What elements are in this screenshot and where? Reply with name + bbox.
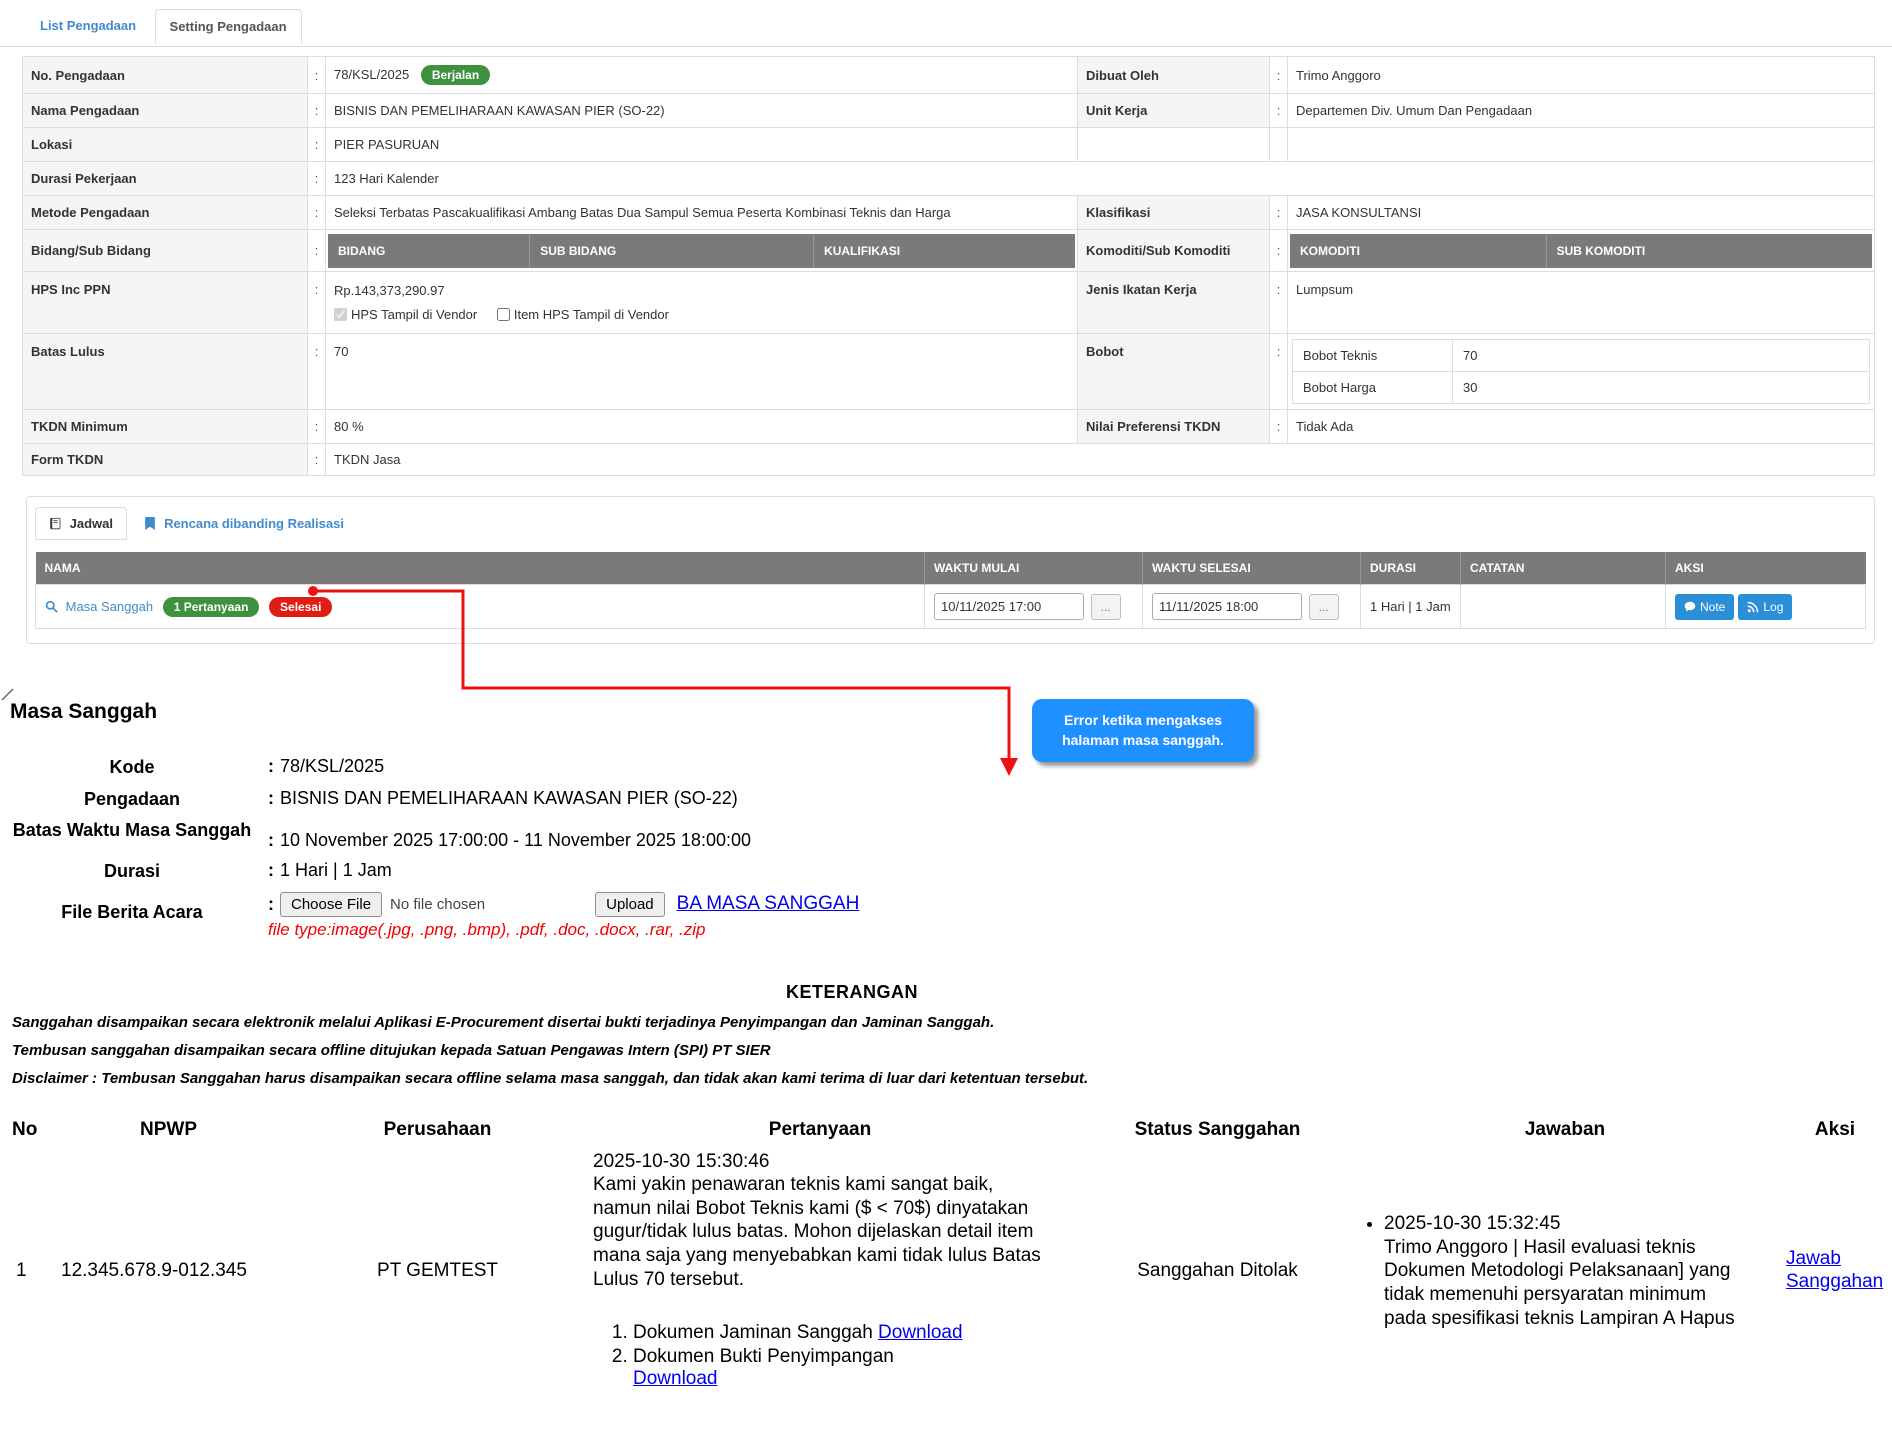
label-batas-lulus: Batas Lulus [23, 334, 308, 410]
bobot-harga-label: Bobot Harga [1293, 372, 1453, 404]
row-pertanyaan [555, 1147, 1085, 1396]
value-lokasi: PIER PASURUAN [326, 128, 1078, 162]
pengadaan-row [8, 788, 1892, 811]
waktu-mulai-picker-button[interactable]: ... [1091, 594, 1121, 620]
pengadaan-text: BISNIS DAN PEMELIHARAAN KAWASAN PIER (SO-22) [280, 787, 738, 808]
keterangan-line: Disclaimer : Tembusan Sanggahan harus disampaikan secara offline selama masa sanggah, dan tidak akan kami terima di luar dari ketentuan tersebut. [12, 1069, 1089, 1087]
schedule-header-row [36, 552, 1866, 585]
row-aksi [1780, 1147, 1890, 1396]
col-waktu-mulai: WAKTU MULAI [925, 552, 1143, 585]
colon: : [308, 57, 326, 94]
label-nama-pengadaan: Nama Pengadaan [23, 94, 308, 128]
keterangan-line: Sanggahan disampaikan secara elektronik melalui Aplikasi E-Procurement disertai bukti terjadinya Penyimpangan dan Jaminan Sanggah. [12, 1013, 995, 1031]
bidang-header: BIDANG [328, 234, 530, 268]
pertanyaan-timestamp: 2025-10-30 15:30:46 [593, 1150, 770, 1172]
value-metode-pengadaan: Seleksi Terbatas Pascakualifikasi Ambang Batas Dua Sampul Semua Peserta Kombinasi Teknis dan Harga [326, 196, 1078, 230]
bookmark-icon [144, 517, 156, 530]
log-button-label: Log [1763, 599, 1784, 614]
label-unit-kerja: Unit Kerja [1078, 94, 1270, 128]
error-tooltip: Error ketika mengakses halaman masa sanggah. [1032, 699, 1254, 762]
value-form-tkdn: TKDN Jasa [326, 444, 1875, 476]
bobot-teknis-label: Bobot Teknis [1293, 340, 1453, 372]
bobot-teknis-value: 70 [1453, 340, 1870, 372]
item-hps-tampil-text: Item HPS Tampil di Vendor [513, 307, 669, 322]
waktu-mulai-input[interactable] [934, 593, 1084, 620]
row-perusahaan: PT GEMTEST [376, 1260, 499, 1282]
col-no: No [12, 1118, 38, 1140]
col-durasi: DURASI [1361, 552, 1461, 585]
tab-rencana-label: Rencana dibanding Realisasi [164, 516, 344, 531]
choose-file-button[interactable]: Choose File [280, 892, 382, 917]
row-no: 1 [16, 1260, 27, 1282]
col-jawaban: Jawaban [1524, 1118, 1606, 1140]
log-button[interactable] [1738, 594, 1792, 620]
pertanyaan-doc-list [633, 1322, 1045, 1390]
colon: : [308, 230, 326, 272]
value-hps [326, 272, 1078, 334]
jawaban-text: Trimo Anggoro | Hasil evaluasi teknis Dokumen Metodologi Pelaksanaan] yang tidak memenuhi persyaratan minimum pada spesifikasi teknis Lampiran A Hapus [1384, 1236, 1735, 1329]
label-klasifikasi: Klasifikasi [1078, 196, 1270, 230]
kode-text: 78/KSL/2025 [280, 756, 385, 776]
file-berita-acara-row [8, 892, 1892, 940]
value-tkdn-minimum: 80 % [326, 410, 1078, 444]
batas-waktu-label: Batas Waktu Masa Sanggah [12, 820, 252, 841]
jadwal-panel [26, 496, 1875, 644]
file-berita-acara-value [256, 892, 859, 940]
label-hps: HPS Inc PPN [23, 272, 308, 334]
tab-list-pengadaan[interactable]: List Pengadaan [40, 18, 137, 33]
label-bobot: Bobot [1078, 334, 1270, 410]
waktu-mulai-cell [925, 585, 1143, 629]
colon: : [308, 128, 326, 162]
colon: : [268, 756, 274, 776]
masa-sanggah-section [8, 700, 1892, 940]
col-aksi: AKSI [1666, 552, 1866, 585]
durasi-row [8, 860, 1892, 883]
colon: : [308, 334, 326, 410]
value-dibuat-oleh: Trimo Anggoro [1288, 57, 1875, 94]
colon: : [268, 860, 274, 881]
durasi-cell: 1 Hari | 1 Jam [1361, 585, 1461, 629]
nama-cell [36, 585, 925, 629]
batas-waktu-value [256, 819, 751, 851]
sub-bidang-header: SUB BIDANG [530, 234, 814, 268]
keterangan-title: KETERANGAN [785, 981, 918, 1002]
no-file-chosen-text: No file chosen [390, 895, 486, 913]
aksi-cell [1666, 585, 1866, 629]
komoditi-header: KOMODITI [1290, 234, 1546, 268]
label-bidang: Bidang/Sub Bidang [23, 230, 308, 272]
masa-sanggah-link-label: Masa Sanggah [65, 598, 154, 614]
bidang-subtable-cell [326, 230, 1078, 272]
keterangan-section [12, 982, 1692, 1087]
pertanyaan-count-badge: 1 Pertanyaan [163, 597, 260, 617]
masa-sanggah-title: Masa Sanggah [10, 700, 158, 723]
comment-icon [1684, 601, 1696, 613]
sanggahan-header-row [10, 1113, 1890, 1147]
item-hps-tampil-checkbox[interactable] [497, 308, 510, 321]
tab-rencana-realisasi[interactable] [131, 508, 357, 539]
file-type-hint: file type:image(.jpg, .png, .bmp), .pdf, .doc, .docx, .rar, .zip [268, 919, 706, 939]
colon: : [1270, 230, 1288, 272]
waktu-selesai-input[interactable] [1152, 593, 1302, 620]
bobot-harga-value: 30 [1453, 372, 1870, 404]
col-nama: NAMA [36, 552, 925, 585]
col-aksi-bawah: Aksi [1814, 1118, 1856, 1140]
value-unit-kerja: Departemen Div. Umum Dan Pengadaan [1288, 94, 1875, 128]
row-npwp: 12.345.678.9-012.345 [61, 1260, 247, 1282]
value-durasi-pekerjaan: 123 Hari Kalender [326, 162, 1875, 196]
jawaban-list [1384, 1212, 1774, 1331]
empty-cell [1078, 128, 1270, 162]
hps-tampil-checkbox[interactable] [334, 308, 347, 321]
book-icon [49, 517, 62, 530]
sanggahan-row [10, 1147, 1890, 1396]
value-jenis-ikatan: Lumpsum [1288, 272, 1875, 334]
hps-tampil-text: HPS Tampil di Vendor [351, 307, 478, 322]
pengadaan-label: Pengadaan [83, 788, 181, 809]
durasi-text: 1 Hari | 1 Jam [280, 860, 392, 881]
colon: : [1270, 334, 1288, 410]
item-hps-tampil-checkbox-label [497, 307, 669, 322]
value-klasifikasi: JASA KONSULTANSI [1288, 196, 1875, 230]
bidang-subtable [328, 234, 1075, 268]
pengadaan-value [256, 788, 738, 809]
doc-label: Dokumen Bukti Penyimpangan [633, 1345, 894, 1367]
masa-sanggah-link[interactable] [45, 599, 157, 614]
empty-cell [1270, 128, 1288, 162]
value-preferensi-tkdn: Tidak Ada [1288, 410, 1875, 444]
tab-jadwal-label: Jadwal [69, 516, 113, 531]
batas-waktu-row [8, 819, 1892, 851]
colon: : [1270, 57, 1288, 94]
col-npwp: NPWP [140, 1118, 197, 1140]
hps-amount: Rp.143,373,290.97 [334, 283, 445, 298]
label-komoditi: Komoditi/Sub Komoditi [1078, 230, 1270, 272]
jawaban-timestamp: • 2025-10-30 15:32:45 [1384, 1212, 1561, 1234]
kode-label: Kode [109, 757, 155, 777]
download-jaminan-link[interactable]: Download [878, 1321, 963, 1343]
label-preferensi-tkdn: Nilai Preferensi TKDN [1078, 410, 1270, 444]
colon: : [308, 196, 326, 230]
schedule-row-masa-sanggah [36, 585, 1866, 629]
label-metode-pengadaan: Metode Pengadaan [23, 196, 308, 230]
colon: : [308, 162, 326, 196]
col-catatan: CATATAN [1461, 552, 1666, 585]
col-status-sanggahan: Status Sanggahan [1134, 1118, 1301, 1140]
komoditi-subtable-cell [1288, 230, 1875, 272]
keterangan-line: Tembusan sanggahan disampaikan secara offline ditujukan kepada Satuan Pengawas Intern (SPI) PT SIER [12, 1041, 771, 1059]
hps-tampil-checkbox-label [334, 307, 477, 322]
value-nama-pengadaan: BISNIS DAN PEMELIHARAAN KAWASAN PIER (SO-22) [326, 94, 1078, 128]
pertanyaan-text: Kami yakin penawaran teknis kami sangat baik, namun nilai Bobot Teknis kami ($ < 70$) dinyatakan gugur/tidak lulus batas. Mohon dijelaskan detail item mana saja yang menyebabkan kami tidak lulus Batas Lulus 70 tersebut. [593, 1173, 1041, 1290]
label-dibuat-oleh: Dibuat Oleh [1078, 57, 1270, 94]
jawaban-item [1384, 1212, 1736, 1331]
label-tkdn-minimum: TKDN Minimum [23, 410, 308, 444]
catatan-cell [1461, 585, 1666, 629]
value-batas-lulus: 70 [326, 334, 1078, 410]
waktu-selesai-picker-button[interactable]: ... [1309, 594, 1339, 620]
sub-komoditi-header: SUB KOMODITI [1546, 234, 1872, 268]
status-badge-berjalan: Berjalan [421, 65, 490, 85]
download-bukti-link[interactable]: Download [633, 1367, 718, 1389]
bobot-subtable [1292, 339, 1870, 404]
ba-masa-sanggah-link[interactable]: BA MASA SANGGAH [676, 893, 860, 915]
colon: : [1270, 94, 1288, 128]
kode-row [8, 756, 1892, 779]
empty-cell [1288, 128, 1875, 162]
schedule-table [35, 552, 1866, 629]
col-perusahaan: Perusahaan [383, 1118, 492, 1140]
label-lokasi: Lokasi [23, 128, 308, 162]
label-jenis-ikatan: Jenis Ikatan Kerja [1078, 272, 1270, 334]
tab-jadwal[interactable] [35, 507, 127, 540]
label-durasi-pekerjaan: Durasi Pekerjaan [23, 162, 308, 196]
doc-label: Dokumen Jaminan Sanggah [633, 1321, 873, 1343]
colon: : [308, 94, 326, 128]
label-form-tkdn: Form TKDN [23, 444, 308, 476]
colon: : [268, 830, 274, 851]
search-icon [45, 600, 58, 613]
colon: : [268, 893, 274, 914]
colon: : [1270, 272, 1288, 334]
bobot-subtable-cell [1288, 334, 1875, 410]
note-button[interactable] [1675, 594, 1734, 620]
colon: : [1270, 410, 1288, 444]
colon: : [268, 787, 274, 808]
upload-button[interactable]: Upload [595, 892, 665, 917]
col-waktu-selesai: WAKTU SELESAI [1143, 552, 1361, 585]
colon: : [308, 444, 326, 476]
tab-setting-pengadaan[interactable]: Setting Pengadaan [155, 9, 302, 44]
procurement-info-table [22, 56, 1875, 476]
selesai-badge: Selesai [269, 597, 332, 617]
kode-value [256, 756, 384, 777]
jadwal-tab-bar [35, 507, 1866, 540]
doc-item [633, 1346, 933, 1390]
top-tab-bar [0, 0, 1892, 47]
durasi-value [256, 860, 392, 881]
colon: : [1270, 196, 1288, 230]
label-no-pengadaan: No. Pengadaan [23, 57, 308, 94]
durasi-label: Durasi [103, 861, 161, 882]
value-no-pengadaan [326, 57, 1078, 94]
colon: : [308, 410, 326, 444]
log-feed-icon [1747, 601, 1759, 613]
row-status: Sanggahan Ditolak [1137, 1260, 1298, 1282]
batas-waktu-text: 10 November 2025 17:00:00 - 11 November 2025 18:00:00 [280, 830, 751, 851]
waktu-selesai-cell [1143, 585, 1361, 629]
colon: : [308, 272, 326, 334]
col-pertanyaan: Pertanyaan [768, 1118, 872, 1140]
komoditi-subtable [1290, 234, 1872, 268]
no-pengadaan-text: 78/KSL/2025 [334, 67, 410, 82]
jawab-sanggahan-link[interactable]: Jawab Sanggahan [1786, 1248, 1884, 1293]
sanggahan-table [10, 1113, 1890, 1396]
note-button-label: Note [1700, 599, 1726, 614]
file-berita-acara-label: File Berita Acara [61, 901, 203, 922]
kualifikasi-header: KUALIFIKASI [814, 234, 1075, 268]
row-jawaban [1350, 1147, 1780, 1396]
doc-item [633, 1322, 1045, 1344]
